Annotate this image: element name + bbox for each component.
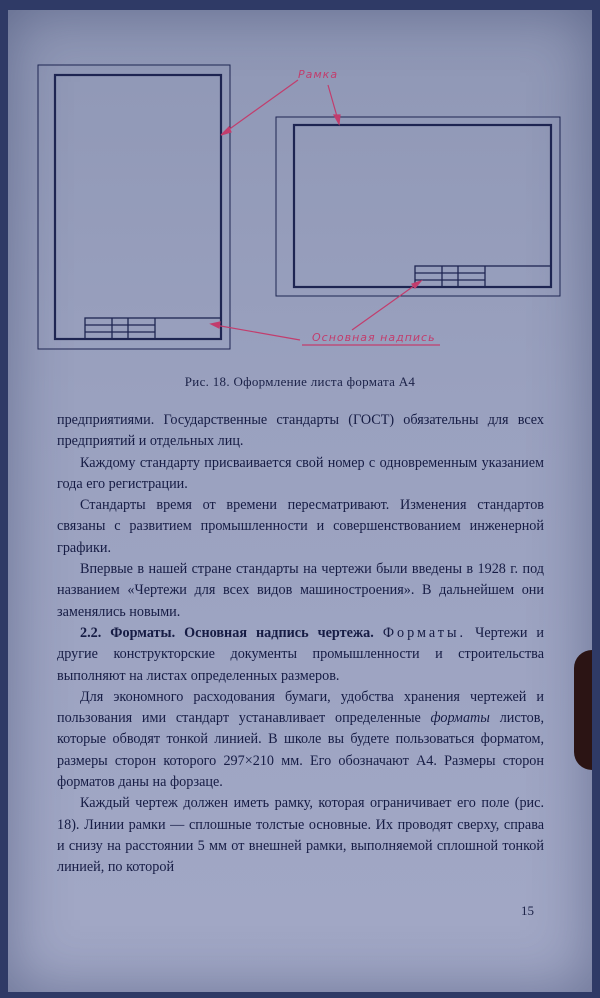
frame-leader-arrow-2 [334, 115, 340, 124]
title-block-label: Основная надпись [312, 331, 436, 344]
title-leader-arrow [211, 322, 220, 328]
portrait-title-block [85, 318, 221, 339]
portrait-outer-border [38, 65, 230, 349]
portrait-frame [55, 75, 221, 339]
frame-leader-line [224, 80, 298, 133]
body-text [57, 410, 544, 879]
paragraph-4: Впервые в нашей стране стандарты на чертежи были введены в 1928 г. под названием «Чертежи для всех видов машиностроения». В дальнейшем они заменялись новыми. [57, 561, 544, 620]
spaced-term: Форматы. [382, 624, 467, 641]
paragraph-7: Каждый чертеж должен иметь рамку, которая ограничивает его поле (рис. 18). Линии рамки — сплошные толстые основные. Их проводят сверху, справа и снизу на расстоянии 5 мм от внешней рамки, выполняемой сплошной тонкой линией, по которой [57, 795, 544, 876]
frame-label: Рамка [298, 68, 339, 81]
paragraph-5 [57, 623, 544, 687]
paragraph-1: предприятиями. Государственные стандарты (ГОСТ) обязательны для всех предприятий и отдельных лиц. [57, 412, 544, 450]
section-number: 2.2. [80, 624, 102, 641]
page-number: 15 [521, 903, 534, 918]
paragraph-3: Стандарты время от времени пересматривают. Изменения стандартов связаны с развитием промышленности и совершенствованием инженерной графики. [57, 497, 544, 556]
paragraph-6 [57, 687, 544, 793]
landscape-frame [294, 125, 551, 287]
landscape-title-block [415, 266, 551, 287]
landscape-outer-border [276, 117, 560, 296]
paragraph-6-text-a: Для экономного расходования бумаги, удобства хранения чертежей и пользования ими стандарт устанавливает определенные [57, 688, 544, 727]
paragraph-5-text: Чертежи и другие конструкторские документы промышленности и строительства выполняют на листах определенных размеров. [57, 624, 545, 684]
paragraph-6-text-b: листов, которые обводят тонкой линией. В школе вы будете пользоваться форматом, размеры сторон которого 297×210 мм. Его обозначают А4. Размеры сторон форматов даны на форзаце. [57, 710, 545, 791]
title-leader-line [215, 325, 300, 340]
title-leader-line-2 [352, 283, 418, 330]
paragraph-2: Каждому стандарту присваивается свой номер с одновременным указанием года его регистрации. [57, 454, 544, 492]
section-title: Форматы. Основная надпись чертежа. [110, 624, 374, 641]
figure-caption: Рис. 18. Оформление листа формата А4 [184, 374, 416, 389]
emphasized-term: форматы [430, 710, 490, 727]
